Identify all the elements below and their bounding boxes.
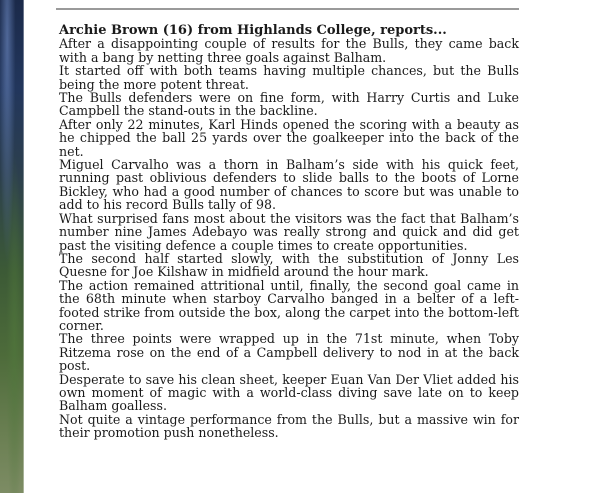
- article-body: [59, 24, 519, 440]
- article-paragraph-11: Not quite a vintage performance from the Bulls, but a massive win for their promotion push nonetheless.: [59, 411, 519, 441]
- article-paragraph-10: Desperate to save his clean sheet, keeper Euan Van Der Vliet added his own moment of magic with a world-class diving save late on to keep Balham goalless.: [59, 371, 519, 414]
- photo-edge: [0, 0, 24, 493]
- article-paragraph-7: The second half started slowly, with the substitution of Jonny Les Quesne for Joe Kilshaw in midfield around the hour mark.: [59, 250, 519, 280]
- article-paragraph-3: The Bulls defenders were on fine form, with Harry Curtis and Luke Campbell the stand-outs in the backline.: [59, 90, 519, 119]
- article-paragraph-2: It started off with both teams having multiple chances, but the Bulls being the more potent threat.: [59, 63, 519, 92]
- article-paragraph-4: After only 22 minutes, Karl Hinds opened the scoring with a beauty as he chipped the ball 25 yards over the goalkeeper into the back of the net.: [59, 116, 519, 159]
- article-byline: Archie Brown (16) from Highlands College, reports...: [59, 23, 447, 38]
- top-rule: [56, 8, 519, 10]
- photo-edge-highlight: [23, 0, 24, 493]
- article-paragraph-9: The three points were wrapped up in the 71st minute, when Toby Ritzema rose on the end of a Campbell delivery to nod in at the back post.: [59, 331, 519, 374]
- article-paragraph-6: What surprised fans most about the visitors was the fact that Balham’s number nine James Adebayo was really strong and quick and did get past the visiting defence a couple times to create opportunities.: [59, 210, 519, 253]
- article-paragraph-1: After a disappointing couple of results for the Bulls, they came back with a bang by netting three goals against Balham.: [59, 36, 519, 65]
- article-paragraph-8: The action remained attritional until, finally, the second goal came in the 68th minute when starboy Carvalho banged in a belter of a left-footed strike from outside the box, along the carpet into the bottom-left corner.: [59, 277, 519, 333]
- article-paragraph-5: Miguel Carvalho was a thorn in Balham’s side with his quick feet, running past oblivious defenders to slide balls to the boots of Lorne Bickley, who had a good number of chances to score but was unable to add to his record Bulls tally of 98.: [59, 157, 519, 213]
